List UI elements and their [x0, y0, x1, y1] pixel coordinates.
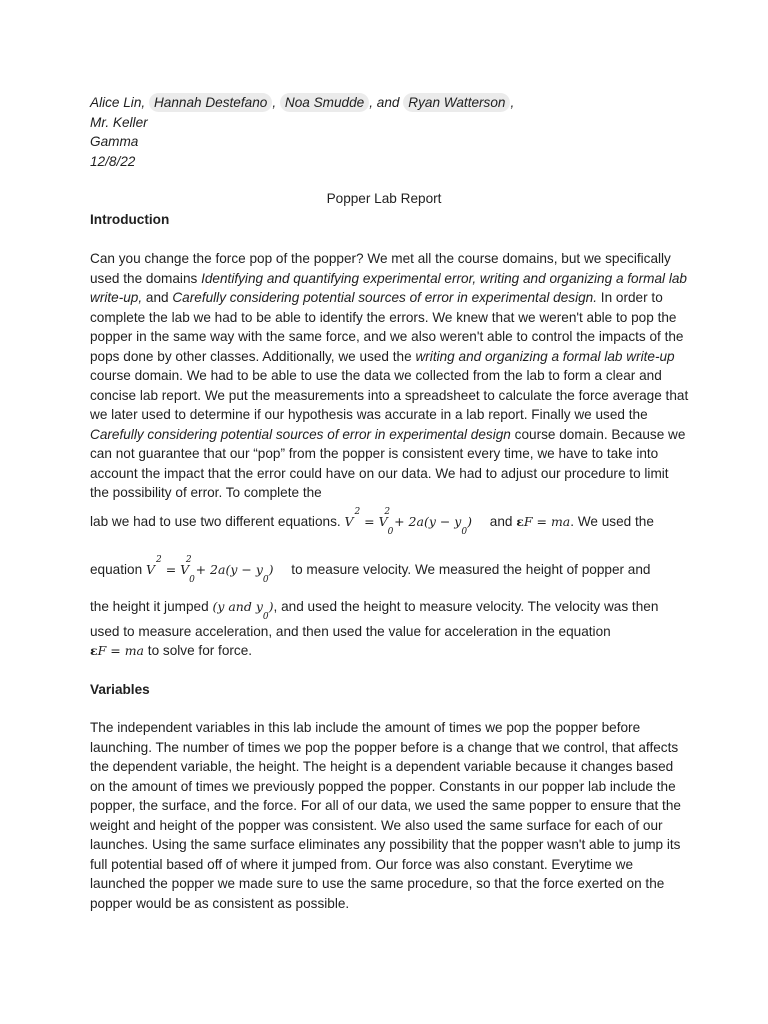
author-chip-hannah[interactable]: Hannah Destefano: [149, 93, 272, 112]
author-separator: ,: [510, 95, 515, 110]
equation-line-4: used to measure acceleration, and then used the value for acceleration in the equation: [90, 624, 611, 639]
report-title: Popper Lab Report: [326, 191, 442, 206]
header-block: [90, 93, 690, 171]
class-line: Gamma: [90, 134, 139, 149]
intro-text: . We used the: [570, 514, 654, 530]
force-equation: εF = ma: [90, 643, 145, 658]
intro-text: to solve for force.: [147, 643, 253, 658]
author-alice: Alice Lin,: [90, 95, 146, 110]
author-chip-noa[interactable]: Noa Smudde: [280, 93, 369, 112]
intro-text: lab we had to use two different equations.: [90, 514, 341, 530]
intro-text: the height it jumped: [90, 599, 209, 614]
equation-line-5: [90, 641, 690, 661]
intro-text: Can you change the force pop of the popper? We met all the course domains, but we specifically used the domains: [90, 251, 671, 286]
author-separator: , and: [369, 95, 400, 110]
intro-text: to measure velocity. We measured the height of popper and: [291, 562, 651, 578]
intro-italic-domain: Identifying and quantifying experimental error, writing and organizing a formal lab write-up,: [90, 270, 687, 305]
introduction-heading: Introduction: [90, 212, 170, 227]
intro-text: and: [142, 290, 173, 305]
variables-heading: Variables: [90, 682, 150, 697]
intro-text: and: [489, 514, 513, 530]
velocity-equation: $V^2 = V_0^2 + 2a(y - y_0)$: [145, 555, 274, 585]
force-equation: εF = ma: [516, 514, 571, 530]
velocity-equation: $V^2 = V_0^2 + 2a(y - y_0)$: [344, 507, 472, 537]
intro-italic-domain: writing and organizing a formal lab write-up: [415, 348, 675, 364]
intro-italic-domain: Carefully considering potential sources of error in experimental design.: [172, 290, 598, 305]
intro-italic-domain: Carefully considering potential sources of error in experimental design: [90, 426, 511, 442]
intro-text: equation: [90, 562, 143, 578]
intro-text: course domain. We had to be able to use the data we collected from the lab to form a clear and concise lab report. We put the measurements into a spreadsheet to calculate the force average that we later used to determine if our hypothesis was accurate in a lab report. Finally we used the: [90, 368, 689, 422]
equation-line-1: [90, 507, 690, 538]
teacher-line: Mr. Keller: [90, 114, 148, 130]
variables-paragraph: The independent variables in this lab include the amount of times we pop the popper before launching. The number of times we pop the popper before is a change that we control, that affects the dependent variable, the height. The height is a dependent variable because it changes based on the amount of times we previously popped the popper. Constants in our popper lab include the popper, the surface, and the force. For all of our data, we used the same popper to ensure that the weight and height of the popper was consistent. We also used the same surface for each of our launches. Using the same surface eliminates any possibility that the popper wasn't able to jump its full potential based off of where it jumped from. Our force was also constant. Everytime we launched the popper we made sure to use the same procedure, so that the force exerted on the popper would be as consistent as possible.: [90, 720, 681, 911]
intro-text: In order to complete the lab we had to be able to identify the errors. We knew that we weren't able to pop the popper in the same way with the same force, and we also weren't able to control the impacts of the pops done by other classes. Additionally, we used the: [90, 290, 684, 364]
intro-text: course domain. Because we can not guarantee that our “pop” from the popper is consistent every time, we have to take into account the impact that the error could have on our data. We had to adjust our procedure to limit the possibility of error. To complete the: [90, 426, 686, 500]
equation-line-3: [90, 597, 690, 623]
introduction-paragraph: [90, 249, 690, 503]
author-chip-ryan[interactable]: Ryan Watterson: [403, 93, 510, 112]
equation-line-2: [90, 555, 690, 586]
date-line: 12/8/22: [90, 153, 136, 169]
height-variables: (y and $y_0$): [212, 599, 274, 622]
author-separator: ,: [272, 95, 277, 110]
intro-text: , and used the height to measure velocity. The velocity was then: [273, 599, 659, 614]
authors-line: [90, 93, 690, 113]
